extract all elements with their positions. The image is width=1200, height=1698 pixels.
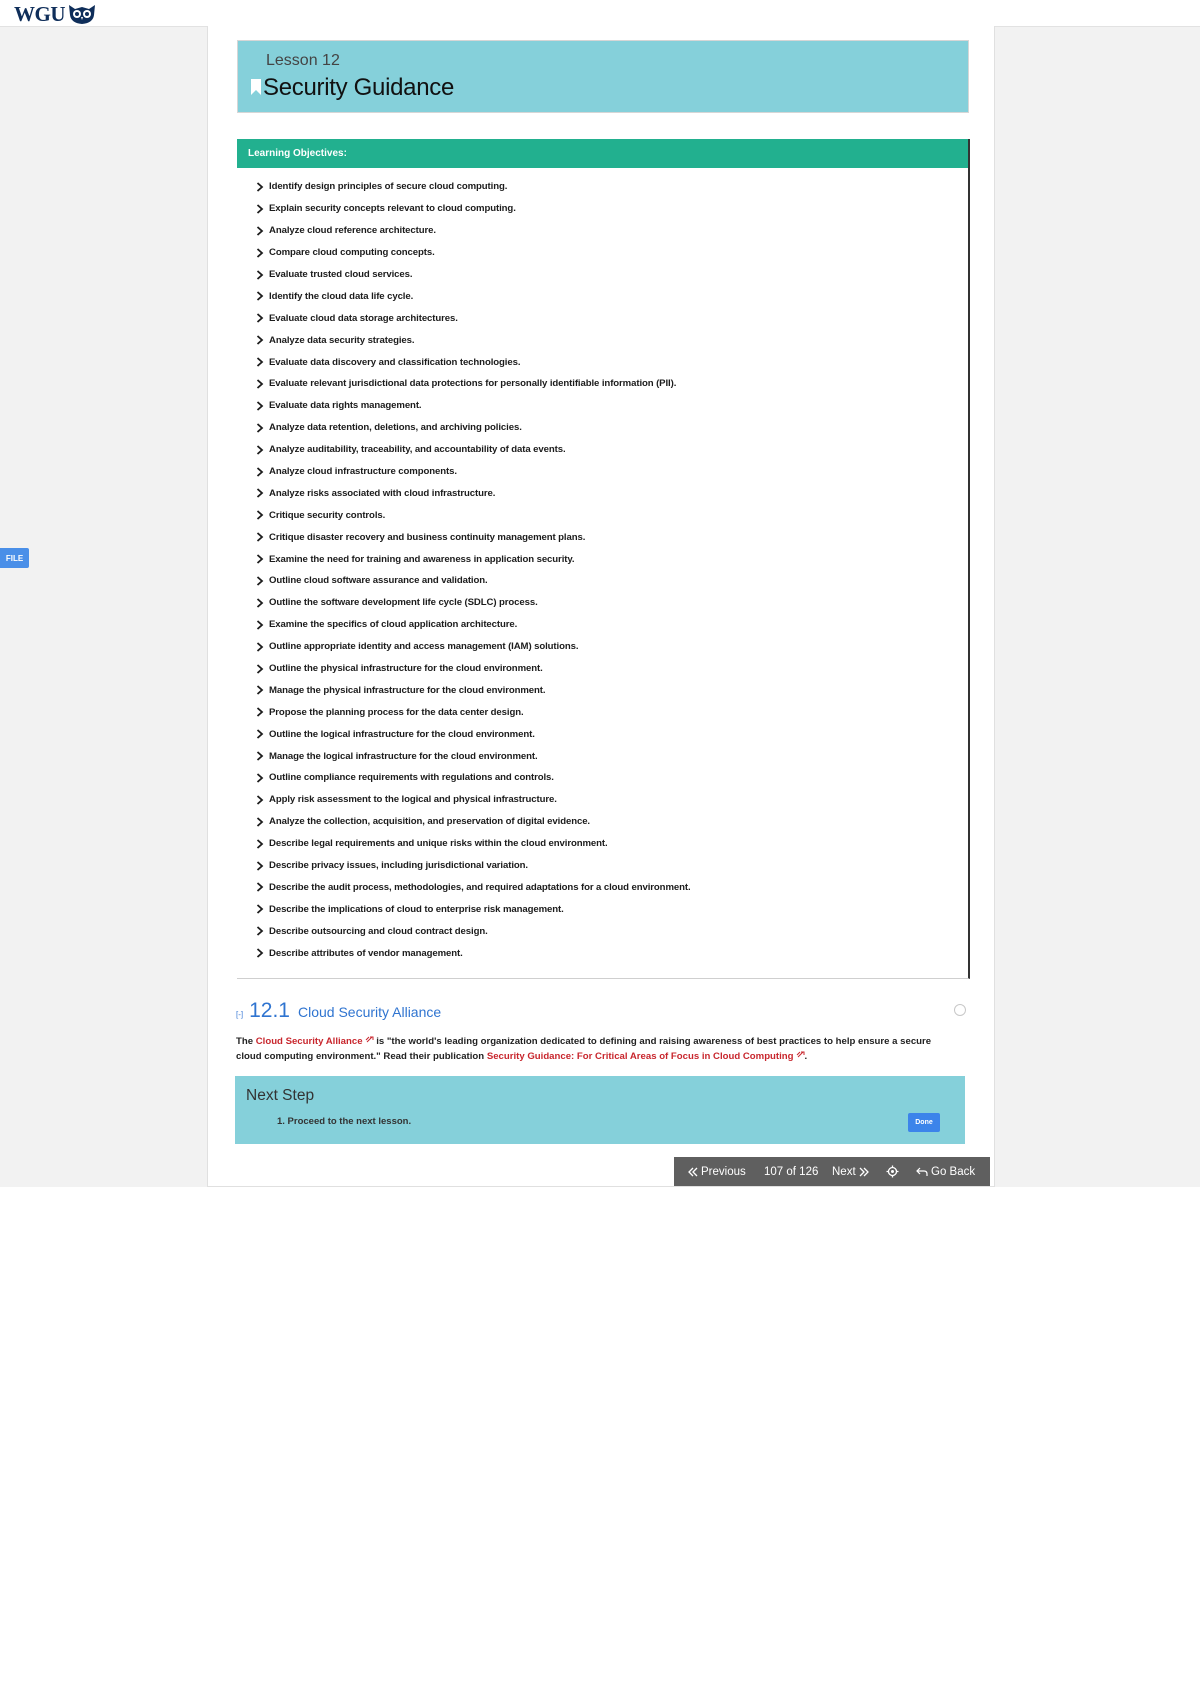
- objective-item: [256, 811, 968, 833]
- objective-item: [256, 942, 968, 964]
- chevron-right-icon: [256, 445, 264, 455]
- next-step-item: 1. Proceed to the next lesson.: [277, 1116, 412, 1127]
- security-guidance-link[interactable]: Security Guidance: For Critical Areas of Focus in Cloud Computing: [487, 1051, 805, 1062]
- objective-item: [256, 176, 968, 198]
- objective-text: Describe legal requirements and unique risks within the cloud environment.: [269, 838, 608, 850]
- objective-item: [256, 548, 968, 570]
- objective-item: [256, 592, 968, 614]
- objective-item: [256, 658, 968, 680]
- bookmark-icon[interactable]: [251, 79, 261, 95]
- chevron-right-icon: [256, 467, 264, 477]
- objective-item: [256, 242, 968, 264]
- objective-text: Describe the implications of cloud to enterprise risk management.: [269, 903, 564, 915]
- external-link-icon: [796, 1051, 805, 1059]
- chevron-right-icon: [256, 620, 264, 630]
- objective-text: Describe attributes of vendor management.: [269, 947, 463, 959]
- objectives-list: [237, 168, 968, 964]
- page-indicator: 107 of 126: [764, 1165, 819, 1178]
- objective-text: Critique security controls.: [269, 509, 386, 521]
- objective-text: Evaluate cloud data storage architectures.: [269, 312, 458, 324]
- objective-item: [256, 855, 968, 877]
- chevron-right-icon: [256, 926, 264, 936]
- next-step-panel: [235, 1076, 965, 1144]
- collapse-toggle[interactable]: [-]: [236, 1010, 244, 1019]
- objective-text: Analyze data retention, deletions, and archiving policies.: [269, 422, 522, 434]
- objective-item: [256, 745, 968, 767]
- previous-label: Previous: [701, 1165, 746, 1178]
- chevron-right-icon: [256, 948, 264, 958]
- objective-text: Evaluate data rights management.: [269, 400, 422, 412]
- objective-text: Describe privacy issues, including jurisdictional variation.: [269, 860, 528, 872]
- chevron-right-icon: [256, 291, 264, 301]
- objective-text: Manage the logical infrastructure for the cloud environment.: [269, 750, 538, 762]
- chevron-right-icon: [256, 313, 264, 323]
- objective-item: [256, 329, 968, 351]
- chevron-right-icon: [256, 510, 264, 520]
- chevron-right-icon: [256, 576, 264, 586]
- chevron-right-icon: [256, 904, 264, 914]
- go-back-button[interactable]: [916, 1157, 975, 1186]
- chevron-right-icon: [256, 729, 264, 739]
- objective-item: [256, 920, 968, 942]
- chevron-right-icon: [256, 270, 264, 280]
- objective-text: Outline appropriate identity and access management (IAM) solutions.: [269, 641, 579, 653]
- objective-text: Analyze auditability, traceability, and accountability of data events.: [269, 444, 566, 456]
- objective-item: [256, 220, 968, 242]
- objective-text: Propose the planning process for the data center design.: [269, 706, 524, 718]
- cloud-security-alliance-link[interactable]: Cloud Security Alliance: [256, 1036, 374, 1047]
- chevron-right-icon: [256, 773, 264, 783]
- objective-item: [256, 526, 968, 548]
- side-tab-button[interactable]: FILE: [0, 548, 29, 568]
- objective-text: Evaluate relevant jurisdictional data protections for personally identifiable information (PII).: [269, 378, 677, 390]
- chevron-right-icon: [256, 598, 264, 608]
- section-paragraph: [236, 1035, 956, 1064]
- objective-text: Evaluate trusted cloud services.: [269, 269, 413, 280]
- objective-text: Compare cloud computing concepts.: [269, 247, 435, 259]
- chevron-right-icon: [256, 532, 264, 542]
- objective-text: Analyze risks associated with cloud infrastructure.: [269, 487, 496, 499]
- wgu-logo[interactable]: [14, 3, 97, 25]
- objective-item: [256, 373, 968, 395]
- objective-text: Outline compliance requirements with regulations and controls.: [269, 772, 554, 784]
- gear-icon: [886, 1165, 899, 1178]
- objective-text: Apply risk assessment to the logical and physical infrastructure.: [269, 794, 557, 806]
- lesson-number: Lesson 12: [266, 52, 340, 69]
- chevron-right-icon: [256, 554, 264, 564]
- return-arrow-icon: [916, 1167, 928, 1177]
- objective-item: [256, 723, 968, 745]
- objective-text: Examine the need for training and awareness in application security.: [269, 553, 575, 565]
- previous-button[interactable]: [688, 1157, 746, 1186]
- chevron-right-icon: [256, 817, 264, 827]
- objective-text: Outline cloud software assurance and validation.: [269, 575, 488, 587]
- chevron-right-icon: [256, 685, 264, 695]
- objective-item: [256, 570, 968, 592]
- objective-item: [256, 482, 968, 504]
- objective-item: [256, 898, 968, 920]
- chevron-right-icon: [256, 335, 264, 345]
- objective-item: [256, 307, 968, 329]
- objective-item: [256, 395, 968, 417]
- chevron-right-icon: [256, 882, 264, 892]
- navigation-bar: [674, 1157, 990, 1186]
- chevron-right-icon: [256, 357, 264, 367]
- objective-text: Identify design principles of secure cloud computing.: [269, 181, 508, 193]
- completion-circle-icon[interactable]: [954, 1004, 966, 1016]
- objective-item: [256, 701, 968, 723]
- lesson-title: Security Guidance: [263, 74, 455, 101]
- objective-text: Analyze cloud reference architecture.: [269, 225, 436, 237]
- objective-text: Examine the specifics of cloud application architecture.: [269, 619, 518, 631]
- objective-text: Analyze data security strategies.: [269, 334, 415, 346]
- settings-button[interactable]: [886, 1157, 899, 1186]
- objective-item: [256, 789, 968, 811]
- section-number: 12.1: [249, 999, 290, 1022]
- objective-text: Outline the software development life cycle (SDLC) process.: [269, 597, 538, 609]
- objective-item: [256, 767, 968, 789]
- chevron-right-icon: [256, 642, 264, 652]
- paragraph-end: .: [804, 1050, 808, 1062]
- objective-text: Outline the physical infrastructure for the cloud environment.: [269, 663, 543, 675]
- learning-objectives-panel: [237, 139, 970, 979]
- next-button[interactable]: [832, 1157, 869, 1186]
- objective-text: Describe outsourcing and cloud contract design.: [269, 925, 488, 937]
- section-title: Cloud Security Alliance: [297, 1004, 442, 1020]
- double-chevron-left-icon: [688, 1167, 698, 1177]
- objective-text: Explain security concepts relevant to cloud computing.: [269, 203, 516, 215]
- objective-text: Critique disaster recovery and business continuity management plans.: [269, 531, 586, 543]
- objective-item: [256, 198, 968, 220]
- objective-item: [256, 504, 968, 526]
- objective-text: Identify the cloud data life cycle.: [269, 290, 414, 302]
- objective-text: Analyze the collection, acquisition, and preservation of digital evidence.: [269, 816, 590, 828]
- chevron-right-icon: [256, 204, 264, 214]
- lesson-header: [237, 40, 969, 113]
- objective-text: Evaluate data discovery and classification technologies.: [269, 356, 521, 368]
- chevron-right-icon: [256, 379, 264, 389]
- double-chevron-right-icon: [859, 1167, 869, 1177]
- chevron-right-icon: [256, 182, 264, 192]
- objective-item: [256, 417, 968, 439]
- chevron-right-icon: [256, 401, 264, 411]
- chevron-right-icon: [256, 795, 264, 805]
- next-step-title: Next Step: [246, 1087, 315, 1104]
- chevron-right-icon: [256, 226, 264, 236]
- learning-objectives-heading: Learning Objectives:: [237, 139, 968, 168]
- objective-item: [256, 285, 968, 307]
- section-heading: [236, 999, 441, 1025]
- chevron-right-icon: [256, 751, 264, 761]
- chevron-right-icon: [256, 861, 264, 871]
- objective-item: [256, 351, 968, 373]
- owl-icon: [67, 3, 97, 25]
- logo-text: WGU: [14, 2, 65, 26]
- go-back-label: Go Back: [931, 1165, 976, 1178]
- top-bar: [0, 0, 1200, 27]
- paragraph-prefix: The: [236, 1036, 256, 1047]
- external-link-icon: [365, 1036, 374, 1044]
- objective-text: Manage the physical infrastructure for the cloud environment.: [269, 684, 546, 696]
- objective-text: Analyze cloud infrastructure components.: [269, 466, 457, 478]
- chevron-right-icon: [256, 839, 264, 849]
- chevron-right-icon: [256, 248, 264, 258]
- chevron-right-icon: [256, 707, 264, 717]
- objective-text: Describe the audit process, methodologies, and required adaptations for a cloud environment.: [269, 881, 691, 893]
- objective-item: [256, 461, 968, 483]
- chevron-right-icon: [256, 664, 264, 674]
- objective-item: [256, 833, 968, 855]
- chevron-right-icon: [256, 488, 264, 498]
- objective-item: [256, 264, 968, 286]
- chevron-right-icon: [256, 423, 264, 433]
- objective-item: [256, 439, 968, 461]
- paragraph-body: is "the world's leading organization dedicated to defining and raising awareness of best practices to help ensure a secure cloud computing environment." Read their publication: [236, 1036, 932, 1062]
- objective-item: [256, 679, 968, 701]
- next-label: Next: [832, 1165, 856, 1178]
- objective-item: [256, 614, 968, 636]
- objective-item: [256, 877, 968, 899]
- objective-text: Outline the logical infrastructure for the cloud environment.: [269, 728, 535, 740]
- done-button[interactable]: Done: [908, 1113, 940, 1132]
- objective-item: [256, 636, 968, 658]
